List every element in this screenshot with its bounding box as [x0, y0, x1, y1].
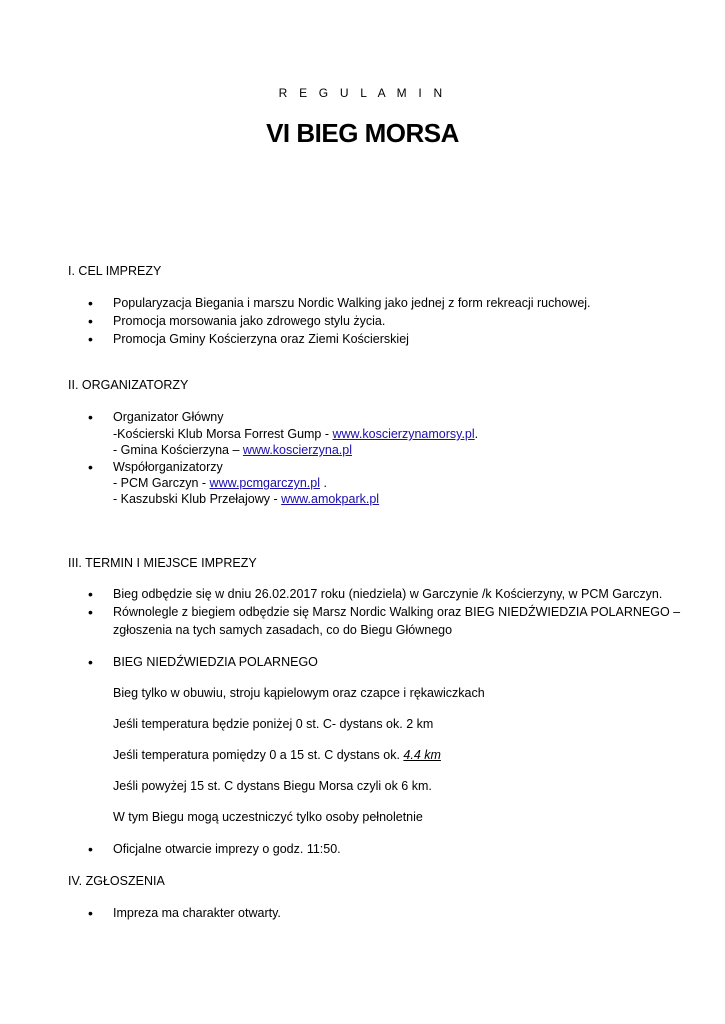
bullet-icon: • [88, 654, 93, 670]
bullet-icon: • [88, 295, 93, 311]
section-heading-organizatorzy: II. ORGANIZATORZY [68, 378, 189, 392]
organizer-name: -Kościerski Klub Morsa Forrest Gump - [113, 427, 333, 441]
organizer-tail: . [474, 427, 479, 441]
co-organizers-label: Współorganizatorzy [113, 460, 223, 474]
page-title: VI BIEG MORSA [266, 118, 459, 148]
paragraph [113, 748, 441, 762]
bullet-icon: • [88, 409, 93, 425]
list-item: Promocja Gminy Kościerzyna oraz Ziemi Kościerskiej [113, 332, 409, 346]
pcmgarczyn-link[interactable]: www.pcmgarczyn.pl [209, 476, 320, 490]
amokpark-link[interactable]: www.amokpark.pl [281, 492, 380, 506]
organizer-line [113, 427, 478, 441]
list-item: BIEG NIEDŹWIEDZIA POLARNEGO [113, 655, 318, 669]
co-organizer-line [113, 476, 327, 490]
section-heading-zgloszenia: IV. ZGŁOSZENIA [68, 874, 165, 888]
list-item: Promocja morsowania jako zdrowego stylu życia. [113, 314, 386, 328]
paragraph: W tym Biegu mogą uczestniczyć tylko osoby pełnoletnie [113, 810, 423, 824]
co-organizer-name: - Kaszubski Klub Przełajowy - [113, 492, 282, 506]
paragraph: Jeśli temperatura będzie poniżej 0 st. C- dystans ok. 2 km [113, 717, 434, 731]
list-item: Impreza ma charakter otwarty. [113, 906, 281, 920]
organizer-name: - Gmina Kościerzyna – [113, 443, 243, 457]
section-heading-cel: I. CEL IMPREZY [68, 264, 162, 278]
list-item: Równolegle z biegiem odbędzie się Marsz Nordic Walking oraz BIEG NIEDŹWIEDZIA POLARNEGO – [113, 605, 681, 619]
list-item: Popularyzacja Biegania i marszu Nordic Walking jako jednej z form rekreacji ruchowej. [113, 296, 591, 310]
koscierzyna-link[interactable]: www.koscierzyna.pl [242, 443, 352, 457]
co-organizer-tail: . [320, 476, 327, 490]
bullet-icon: • [88, 459, 93, 475]
bullet-icon: • [88, 841, 93, 857]
paragraph: Bieg tylko w obuwiu, stroju kąpielowym oraz czapce i rękawiczkach [113, 686, 485, 700]
section-heading-termin: III. TERMIN I MIEJSCE IMPREZY [68, 556, 257, 570]
main-organizer-label: Organizator Główny [113, 410, 224, 424]
bullet-icon: • [88, 331, 93, 347]
list-item-continuation: zgłoszenia na tych samych zasadach, co do Biegu Głównego [113, 623, 453, 637]
paragraph-text: Jeśli temperatura pomiędzy 0 a 15 st. C dystans ok. [113, 748, 404, 762]
bullet-icon: • [88, 313, 93, 329]
list-item: Oficjalne otwarcie imprezy o godz. 11:50. [113, 842, 341, 856]
document-label: R E G U L A M I N [278, 86, 447, 100]
distance-emphasis: 4.4 km [403, 748, 441, 762]
co-organizer-line [113, 492, 379, 506]
co-organizer-name: - PCM Garczyn - [113, 476, 210, 490]
list-item: Bieg odbędzie się w dniu 26.02.2017 roku (niedziela) w Garczynie /k Kościerzyny, w PCM Garczyn. [113, 587, 663, 601]
organizer-line [113, 443, 352, 457]
bullet-icon: • [88, 586, 93, 602]
paragraph: Jeśli powyżej 15 st. C dystans Biegu Morsa czyli ok 6 km. [113, 779, 432, 793]
bullet-icon: • [88, 905, 93, 921]
koscierzynamorsy-link[interactable]: www.koscierzynamorsy.pl [332, 427, 475, 441]
bullet-icon: • [88, 604, 93, 620]
